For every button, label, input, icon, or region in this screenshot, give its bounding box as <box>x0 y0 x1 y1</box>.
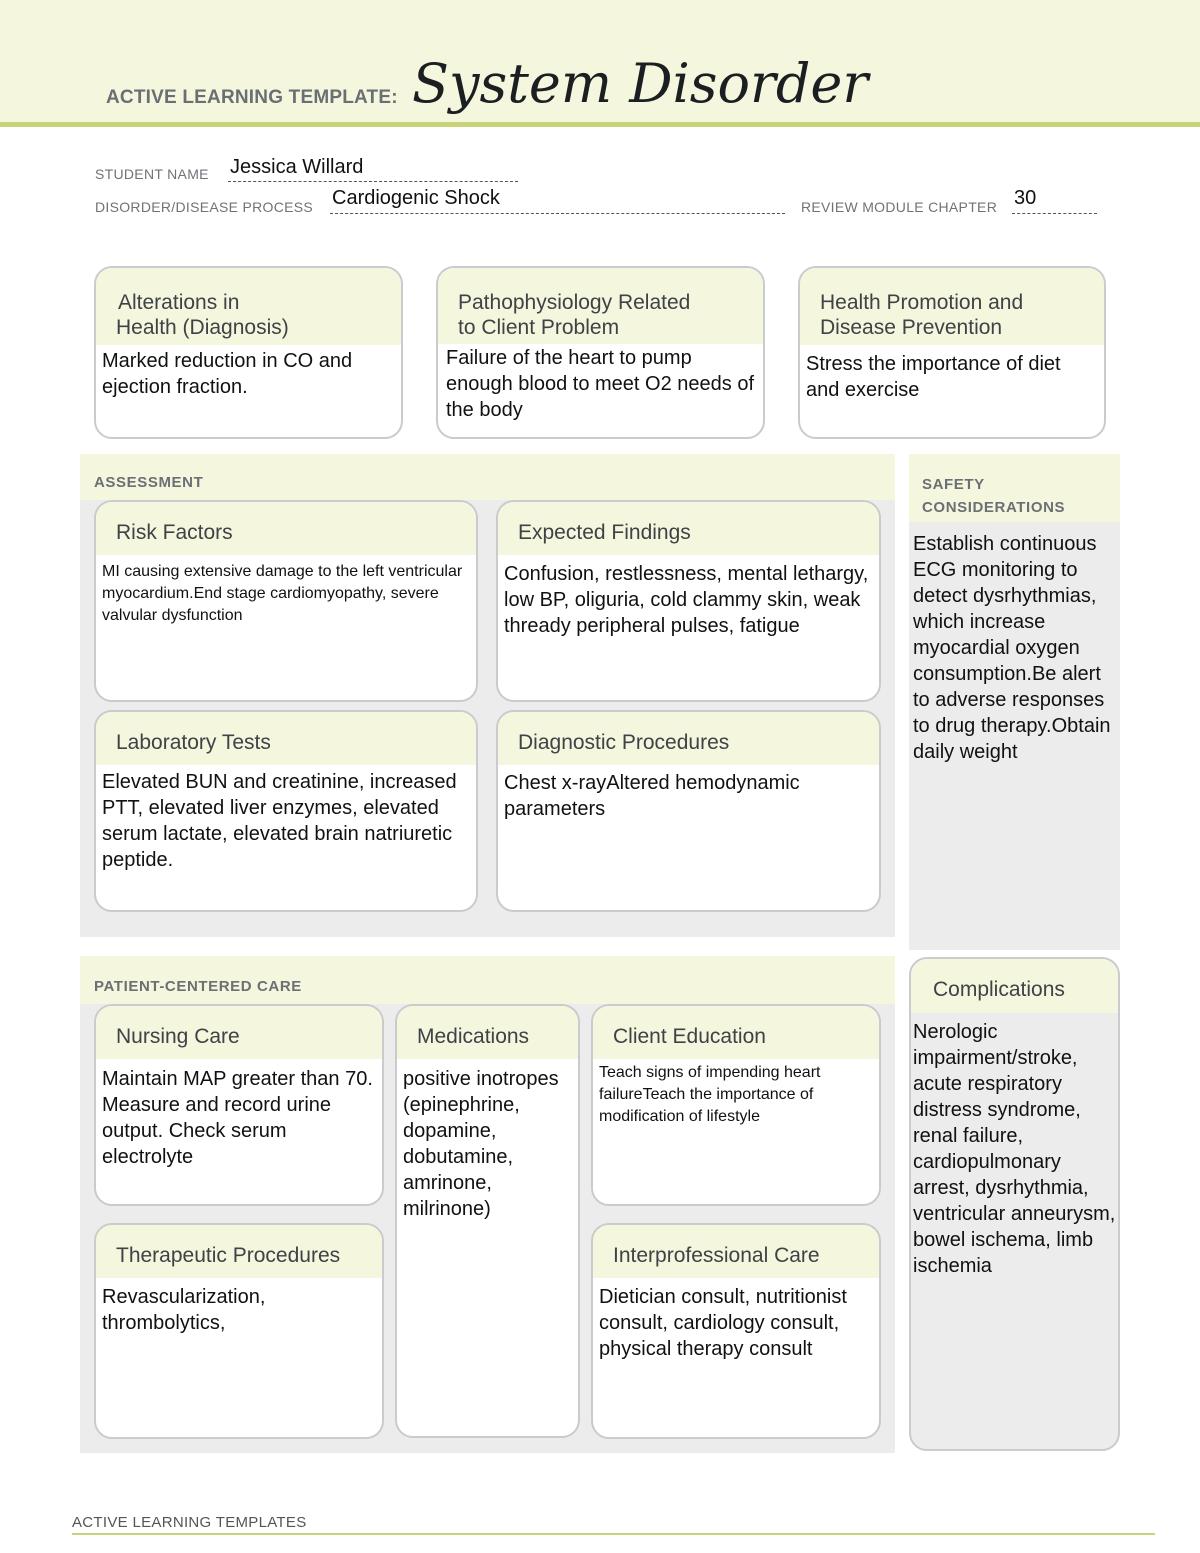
alterations-box <box>94 266 403 439</box>
page-title: System Disorder <box>412 52 869 115</box>
therapeutic-procedures-title: Therapeutic Procedures <box>96 1225 382 1278</box>
nursing-care-box <box>94 1004 384 1206</box>
header-divider <box>0 122 1200 127</box>
pathophysiology-body[interactable]: Failure of the heart to pump enough blood to meet O2 needs of the body <box>446 347 755 421</box>
alterations-title <box>96 268 401 345</box>
template-label: ACTIVE LEARNING TEMPLATE: <box>106 87 398 108</box>
client-education-title: Client Education <box>593 1006 879 1059</box>
safety-label-line1: SAFETY <box>922 476 985 493</box>
interprofessional-care-title: Interprofessional Care <box>593 1225 879 1278</box>
laboratory-tests-title: Laboratory Tests <box>96 712 476 765</box>
disorder-value[interactable]: Cardiogenic Shock <box>332 187 500 209</box>
health-promotion-title <box>800 268 1104 345</box>
diagnostic-procedures-box <box>496 710 881 912</box>
health-promotion-title-line2: Disease Prevention <box>820 316 1003 339</box>
chapter-label: REVIEW MODULE CHAPTER <box>801 199 998 215</box>
interprofessional-care-body[interactable]: Dietician consult, nutritionist consult, cardiology consult, physical therapy consult <box>599 1286 847 1360</box>
risk-factors-box <box>94 500 478 702</box>
diagnostic-procedures-body[interactable]: Chest x-rayAltered hemodynamic parameters <box>504 772 800 820</box>
safety-body[interactable]: Establish continuous ECG monitoring to detect dysrhythmias, which increase myocardial oxygen consumption.Be alert to adverse responses to drug therapy.Obtain daily weight <box>913 533 1111 763</box>
pathophysiology-title <box>438 268 763 344</box>
health-promotion-box <box>798 266 1106 439</box>
nursing-care-title: Nursing Care <box>96 1006 382 1059</box>
safety-label-line2: CONSIDERATIONS <box>922 499 1066 516</box>
health-promotion-body[interactable]: Stress the importance of diet and exercise <box>806 353 1061 401</box>
footer-label: ACTIVE LEARNING TEMPLATES <box>72 1514 307 1531</box>
pathophysiology-title-line2: to Client Problem <box>458 316 620 339</box>
disorder-label: DISORDER/DISEASE PROCESS <box>95 199 314 215</box>
alterations-title-line2: Health (Diagnosis) <box>116 316 289 339</box>
student-name-underline <box>228 181 518 182</box>
laboratory-tests-body[interactable]: Elevated BUN and creatinine, increased PTT, elevated liver enzymes, elevated serum lactate, elevated brain natriuretic peptide. <box>102 771 457 871</box>
risk-factors-title: Risk Factors <box>96 502 476 555</box>
medications-box <box>395 1004 580 1438</box>
client-education-box <box>591 1004 881 1206</box>
disorder-underline <box>330 213 785 214</box>
health-promotion-title-line1: Health Promotion and <box>820 291 1024 314</box>
nursing-care-body[interactable]: Maintain MAP greater than 70. Measure and record urine output. Check serum electrolyte <box>102 1068 373 1168</box>
student-name-value[interactable]: Jessica Willard <box>230 156 364 178</box>
complications-title: Complications <box>911 959 1118 1013</box>
expected-findings-body[interactable]: Confusion, restlessness, mental lethargy, low BP, oliguria, cold clammy skin, weak thready peripheral pulses, fatigue <box>504 563 869 637</box>
medications-body[interactable]: positive inotropes (epinephrine, dopamine, dobutamine, amrinone, milrinone) <box>403 1068 559 1220</box>
assessment-label: ASSESSMENT <box>94 474 204 491</box>
complications-body[interactable]: Nerologic impairment/stroke, acute respiratory distress syndrome, renal failure, cardiopulmonary arrest, dysrhythmia, ventricular anneurysm, bowel ischema, limb ischemia <box>913 1021 1116 1277</box>
alterations-title-line1: Alterations in <box>118 291 240 314</box>
footer-divider <box>72 1533 1155 1535</box>
alterations-body[interactable]: Marked reduction in CO and ejection fraction. <box>102 350 353 398</box>
safety-label <box>922 473 1065 519</box>
complications-box <box>909 957 1120 1451</box>
expected-findings-title: Expected Findings <box>498 502 879 555</box>
interprofessional-care-box <box>591 1223 881 1439</box>
laboratory-tests-box <box>94 710 478 912</box>
pathophysiology-box <box>436 266 765 439</box>
expected-findings-box <box>496 500 881 702</box>
medications-title: Medications <box>397 1006 578 1059</box>
chapter-underline <box>1012 213 1097 214</box>
therapeutic-procedures-body[interactable]: Revascularization, thrombolytics, <box>102 1286 266 1334</box>
chapter-value[interactable]: 30 <box>1014 187 1037 209</box>
diagnostic-procedures-title: Diagnostic Procedures <box>498 712 879 765</box>
therapeutic-procedures-box <box>94 1223 384 1439</box>
patient-care-label: PATIENT-CENTERED CARE <box>94 978 302 995</box>
student-name-label: STUDENT NAME <box>95 166 209 182</box>
risk-factors-body[interactable]: MI causing extensive damage to the left ventricular myocardium.End stage cardiomyopathy, severe valvular dysfunction <box>102 563 463 624</box>
client-education-body[interactable]: Teach signs of impending heart failureTeach the importance of modification of lifestyle <box>599 1064 821 1125</box>
pathophysiology-title-line1: Pathophysiology Related <box>458 291 691 314</box>
